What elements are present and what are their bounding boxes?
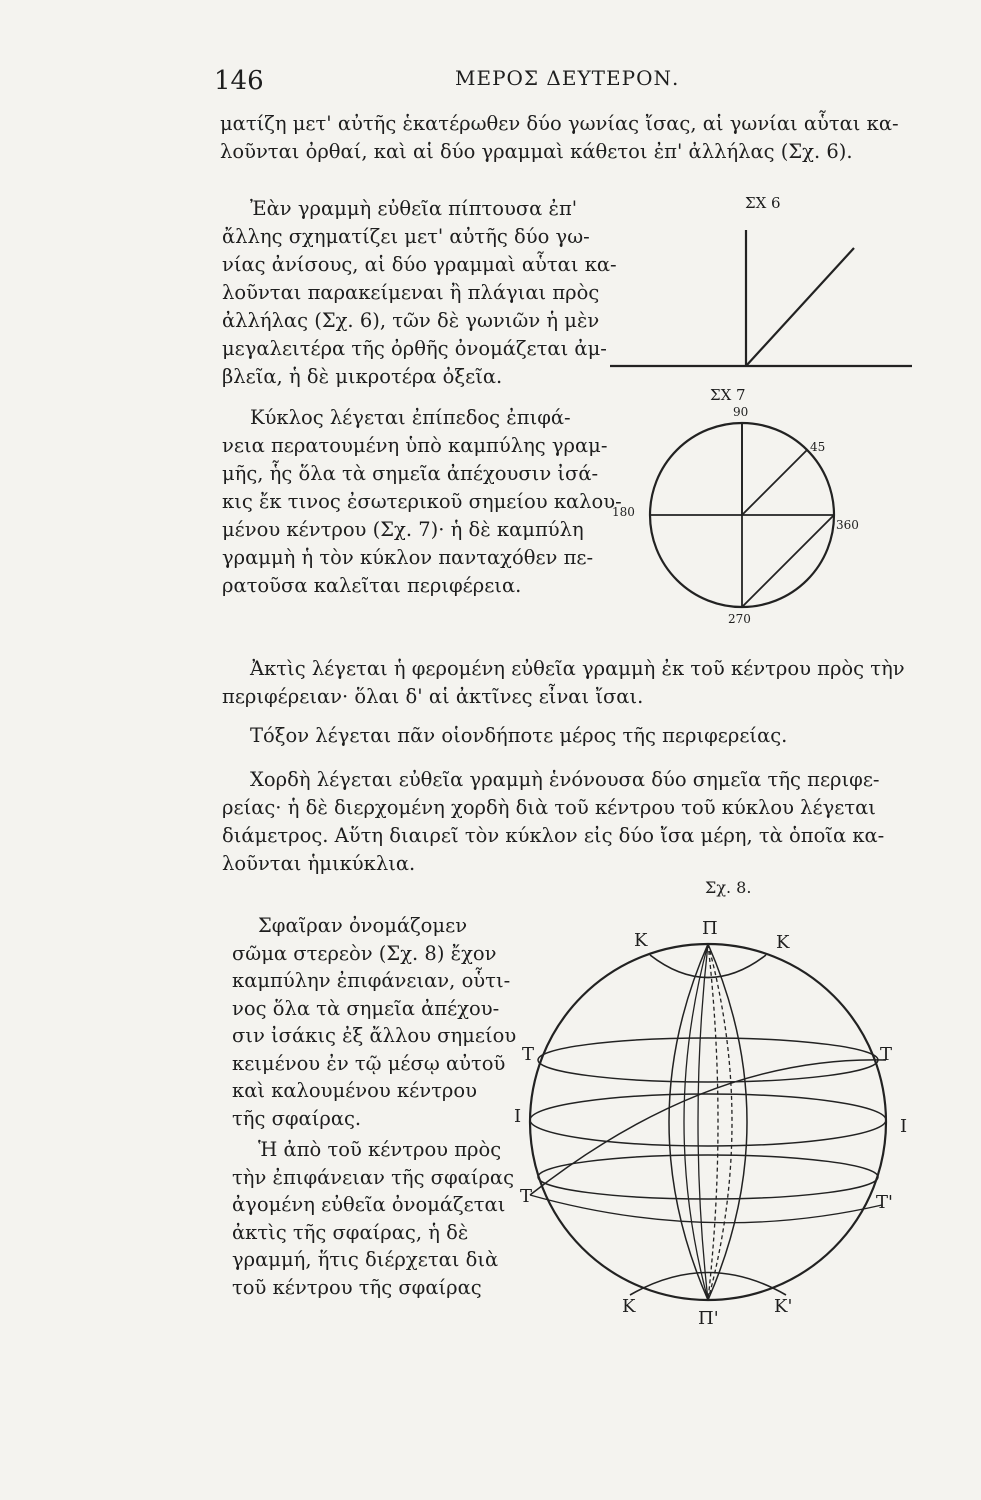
label-k-bottom-left: Κ xyxy=(622,1296,636,1317)
text-line: λοῦνται ἡμικύκλια. xyxy=(222,852,416,875)
label-pi-top: Π xyxy=(702,918,718,939)
text-line: ἄλλης σχηματίζει μετ' αὐτῆς δύο γω- xyxy=(222,225,590,248)
paragraph-circle-definition xyxy=(222,404,622,600)
text-line: Τόξον λέγεται πᾶν οἱονδήποτε μέρος τῆς περιφερείας. xyxy=(250,724,788,747)
paragraph-chord xyxy=(222,766,884,878)
text-line: γραμμή, ἥτις διέρχεται διὰ xyxy=(232,1248,499,1271)
top-cap xyxy=(650,955,766,978)
text-line: διάμετρος. Αὕτη διαιρεῖ τὸν κύκλον εἰς δύο ἴσα μέρη, τὰ ὁποῖα κα- xyxy=(222,824,885,847)
meridian-3 xyxy=(698,944,708,1300)
figure-6-label: ΣΧ 6 xyxy=(745,194,781,212)
text-line: κειμένου ἐν τῷ μέσῳ αὐτοῦ xyxy=(232,1051,506,1075)
sphere-outline xyxy=(530,944,886,1300)
label-pi-bottom: Π' xyxy=(698,1308,719,1329)
text-line: μεγαλειτέρα τῆς ὀρθῆς ὀνομάζεται ἀμ- xyxy=(222,337,607,360)
text-line: ματίζη μετ' αὐτῆς ἑκατέρωθεν δύο γωνίας ἴσας, αἱ γωνίαι αὗται κα- xyxy=(220,112,899,135)
text-line: ἀκτὶς τῆς σφαίρας, ἡ δὲ xyxy=(232,1220,469,1244)
text-line: νεια περατουμένη ὑπὸ καμπύλης γραμ- xyxy=(222,434,608,457)
text-line: λοῦνται παρακείμεναι ἢ πλάγιαι πρὸς xyxy=(222,281,600,304)
paragraph-oblique-lines xyxy=(222,195,617,391)
page-number: 146 xyxy=(214,66,264,96)
label-i-right: Ι xyxy=(900,1116,908,1137)
parallel-lower xyxy=(538,1155,878,1199)
text-line: σῶμα στερεὸν (Σχ. 8) ἔχον xyxy=(232,941,497,965)
text-line: τῆς σφαίρας. xyxy=(232,1106,362,1130)
text-line: μῆς, ἧς ὅλα τὰ σημεῖα ἀπέχουσιν ἰσά- xyxy=(222,462,599,485)
label-180: 180 xyxy=(612,505,635,519)
text-line: βλεῖα, ἡ δὲ μικροτέρα ὀξεῖα. xyxy=(222,365,503,388)
text-line: νίας ἀνίσους, αἱ δύο γραμμαὶ αὗται κα- xyxy=(222,253,617,276)
figure-8-label: Σχ. 8. xyxy=(705,878,752,897)
text-line: γραμμὴ ἡ τὸν κύκλον πανταχόθεν πε- xyxy=(222,546,594,569)
text-line: Χορδὴ λέγεται εὐθεῖα γραμμὴ ἑνόνουσα δύο σημεῖα τῆς περιφε- xyxy=(250,768,880,791)
text-line: ρείας· ἡ δὲ διερχομένη χορδὴ διὰ τοῦ κέντρου τοῦ κύκλου λέγεται xyxy=(222,796,876,819)
text-line: ρατοῦσα καλεῖται περιφέρεια. xyxy=(222,574,522,597)
label-90: 90 xyxy=(733,405,749,419)
label-k-bottom-right: Κ' xyxy=(774,1296,793,1317)
text-line: Σφαῖραν ὀνομάζομεν xyxy=(258,914,468,937)
label-t-right-lower: Τ' xyxy=(876,1192,893,1213)
label-k-top-left: Κ xyxy=(634,930,648,951)
text-line: μένου κέντρου (Σχ. 7)· ἡ δὲ καμπύλη xyxy=(222,518,584,541)
text-line: καὶ καλουμένου κέντρου xyxy=(232,1079,477,1102)
figure-8 xyxy=(510,915,910,1335)
paragraph-sphere xyxy=(232,912,516,1132)
text-line: σιν ἰσάκις ἐξ ἄλλου σημείου xyxy=(232,1024,517,1047)
text-line: περιφέρειαν· ὅλαι δ' αἱ ἀκτῖνες εἶναι ἴσαι. xyxy=(222,685,644,708)
label-270: 270 xyxy=(728,612,751,626)
label-45: 45 xyxy=(810,440,826,454)
meridian-1 xyxy=(669,944,708,1300)
label-t-left-lower: Τ xyxy=(520,1186,533,1207)
figure-7-label: ΣΧ 7 xyxy=(710,386,746,404)
text-line: Ἐὰν γραμμὴ εὐθεῖα πίπτουσα ἐπ' xyxy=(250,197,578,220)
paragraph-arc xyxy=(222,722,787,750)
oblique-great-circle xyxy=(530,1060,886,1195)
text-line: Ἀκτὶς λέγεται ἡ φερομένη εὐθεῖα γραμμὴ ἐκ τοῦ κέντρου πρὸς τὴν xyxy=(250,657,905,680)
chord xyxy=(742,515,834,607)
label-k-top-right: Κ xyxy=(776,932,790,953)
label-360: 360 xyxy=(836,518,859,532)
parallel-upper xyxy=(538,1038,878,1082)
label-i-left: Ι xyxy=(514,1106,522,1127)
paragraph-radius xyxy=(222,655,905,711)
oblique-line xyxy=(746,248,854,366)
figure-7 xyxy=(640,405,850,625)
radius-45 xyxy=(742,450,807,515)
text-line: τὴν ἐπιφάνειαν τῆς σφαίρας xyxy=(232,1165,515,1189)
figure-6 xyxy=(600,190,920,390)
running-title: ΜΕΡΟΣ ΔΕΥΤΕΡΟΝ. xyxy=(455,66,680,90)
text-line: καμπύλην ἐπιφάνειαν, οὗτι- xyxy=(232,969,511,992)
paragraph-continued xyxy=(220,110,899,166)
text-line: τοῦ κέντρου τῆς σφαίρας xyxy=(232,1275,482,1299)
text-line: λοῦνται ὀρθαί, καὶ αἱ δύο γραμμαὶ κάθετοι ἐπ' ἀλλήλας (Σχ. 6). xyxy=(220,140,853,163)
text-line: κις ἔκ τινος ἐσωτερικοῦ σημείου καλου- xyxy=(222,490,622,513)
label-t-left-upper: Τ xyxy=(522,1044,535,1065)
equator xyxy=(530,1094,886,1146)
text-line: νος ὅλα τὰ σημεῖα ἀπέχου- xyxy=(232,996,500,1020)
text-line: ἀγομένη εὐθεῖα ὀνομάζεται xyxy=(232,1193,506,1216)
text-line: ἀλλήλας (Σχ. 6), τῶν δὲ γωνιῶν ἡ μὲν xyxy=(222,309,600,332)
label-t-right-upper: Τ xyxy=(880,1044,893,1065)
meridian-6 xyxy=(708,944,747,1300)
paragraph-sphere-radius xyxy=(232,1136,514,1301)
text-line: Ἡ ἀπὸ τοῦ κέντρου πρὸς xyxy=(258,1138,502,1161)
meridian-4 xyxy=(708,944,718,1300)
text-line: Κύκλος λέγεται ἐπίπεδος ἐπιφά- xyxy=(250,406,571,429)
